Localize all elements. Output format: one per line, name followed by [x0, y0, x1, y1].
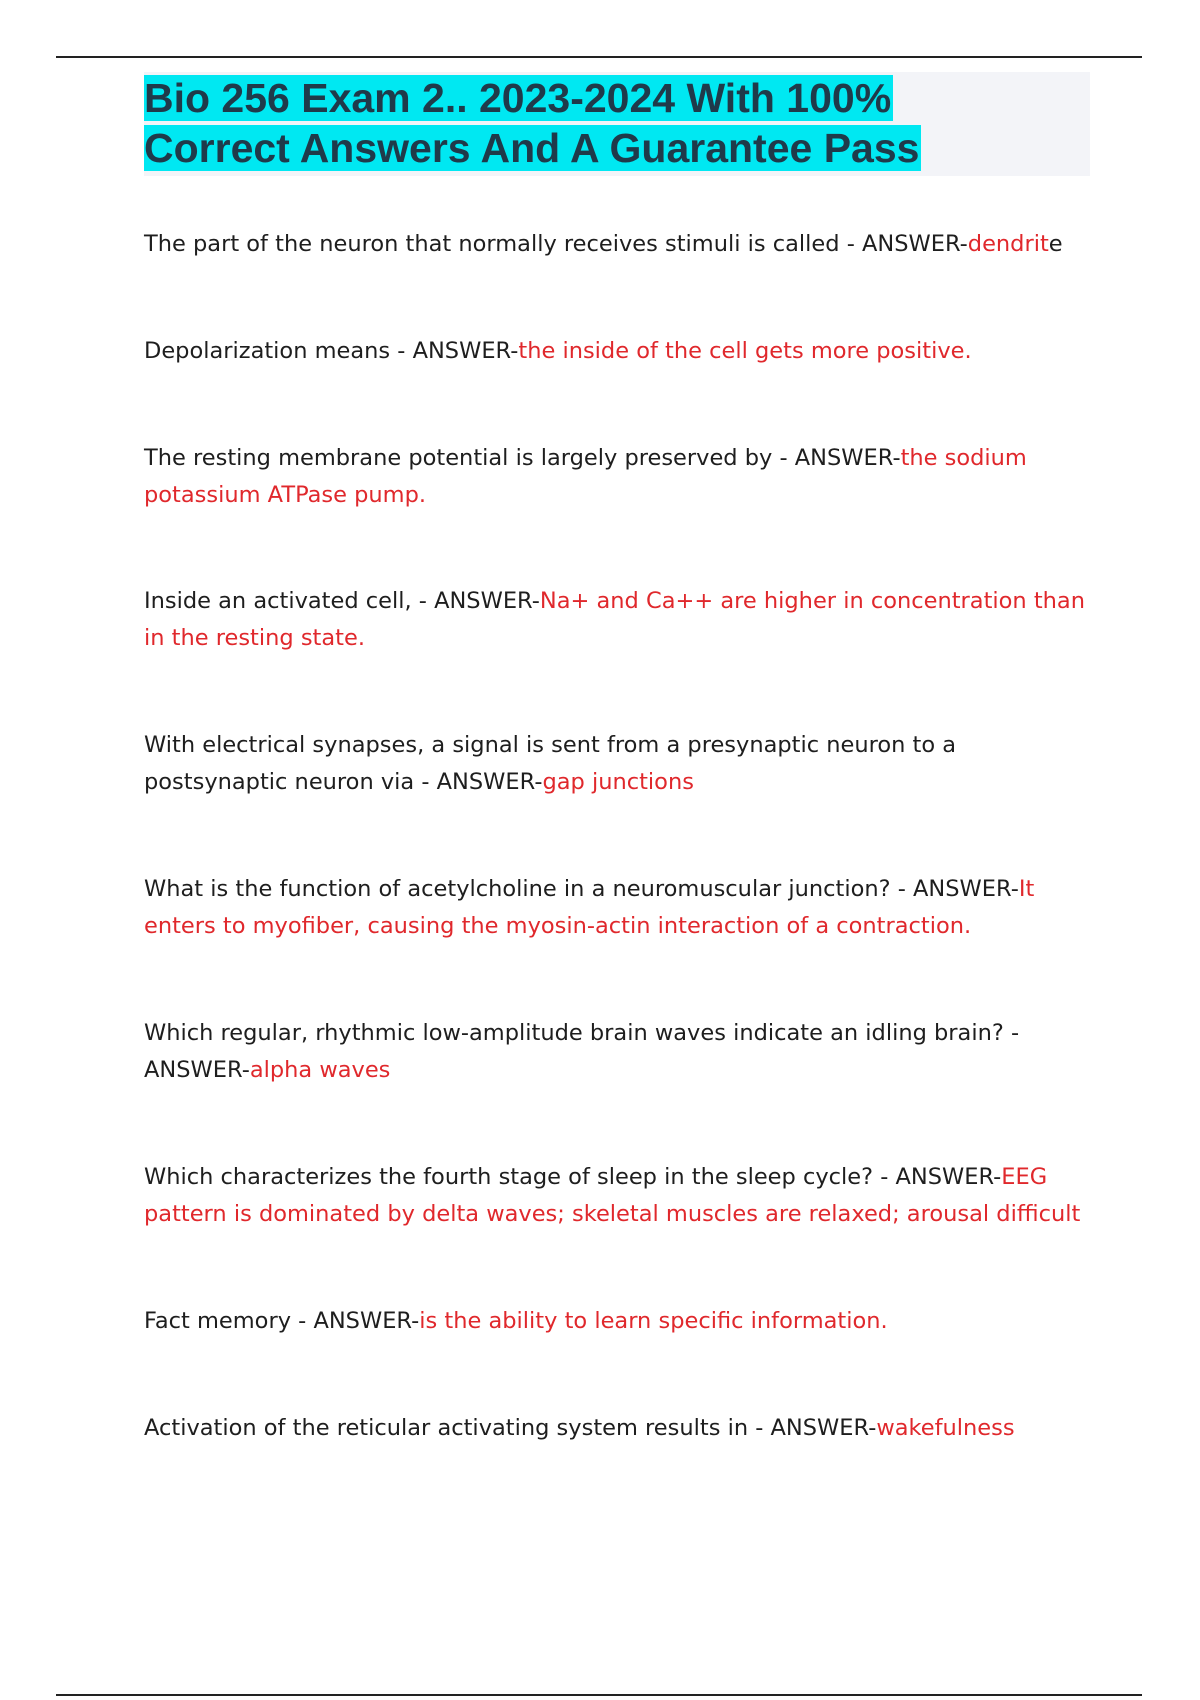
top-rule: [56, 56, 1142, 58]
question-text: The part of the neuron that normally receives stimuli is called: [144, 231, 840, 257]
question-text: Activation of the reticular activating system results in: [144, 1415, 749, 1441]
answer-prefix: - ANSWER-: [414, 769, 543, 795]
bottom-rule: [56, 1694, 1142, 1696]
answer-text: gap junctions: [542, 769, 694, 795]
qa-item: [144, 727, 1090, 801]
question-text: Fact memory: [144, 1308, 292, 1334]
answer-prefix: - ANSWER-: [390, 338, 519, 364]
answer-text: the inside of the cell gets more positive.: [518, 338, 972, 364]
question-text: Inside an activated cell,: [144, 588, 412, 614]
qa-item: [144, 333, 1090, 370]
answer-text: wakefulness: [876, 1415, 1015, 1441]
answer-prefix: - ANSWER-: [291, 1308, 420, 1334]
answer-prefix: - ANSWER-: [839, 231, 968, 257]
question-text: What is the function of acetylcholine in a neuromuscular junction?: [144, 876, 891, 902]
answer-prefix: - ANSWER-: [772, 445, 901, 471]
page-title: [144, 72, 1090, 173]
question-text: Depolarization means: [144, 338, 391, 364]
answer-prefix: - ANSWER-: [144, 1020, 1020, 1083]
answer-text: EEG pattern is dominated by delta waves; skeletal muscles are relaxed; arousal difficult: [144, 1164, 1081, 1227]
title-line-2: Correct Answers And A Guarantee Pass: [144, 125, 920, 171]
qa-item: [144, 1015, 1090, 1089]
answer-text: alpha waves: [249, 1057, 391, 1083]
question-text: With electrical synapses, a signal is sent from a presynaptic neuron to a postsynaptic neuron via: [144, 732, 957, 795]
answer-prefix: - ANSWER-: [890, 876, 1019, 902]
answer-prefix: - ANSWER-: [411, 588, 540, 614]
qa-item: [144, 1159, 1090, 1233]
qa-item: [144, 583, 1090, 657]
question-text: Which regular, rhythmic low-amplitude brain waves indicate an idling brain?: [144, 1020, 1004, 1046]
answer-text: the sodium potassium ATPase pump.: [144, 445, 1027, 508]
answer-text: Na+ and Ca++ are higher in concentration than in the resting state.: [144, 588, 1085, 651]
answer-tail: e: [1048, 231, 1063, 257]
answer-text: is the ability to learn specific information.: [419, 1308, 888, 1334]
answer-prefix: - ANSWER-: [873, 1164, 1002, 1190]
title-line-1: Bio 256 Exam 2.. 2023-2024 With 100%: [144, 75, 892, 121]
answer-text: dendrit: [967, 231, 1049, 257]
title-block: [144, 72, 1090, 176]
qa-item: [144, 440, 1090, 514]
question-text: The resting membrane potential is largely preserved by: [144, 445, 773, 471]
qa-item: [144, 226, 1090, 263]
qa-item: [144, 1410, 1090, 1447]
qa-item: [144, 871, 1090, 945]
answer-prefix: - ANSWER-: [748, 1415, 877, 1441]
question-text: Which characterizes the fourth stage of sleep in the sleep cycle?: [144, 1164, 874, 1190]
answer-text: It enters to myofiber, causing the myosin-actin interaction of a contraction.: [144, 876, 1035, 939]
qa-item: [144, 1303, 1090, 1340]
